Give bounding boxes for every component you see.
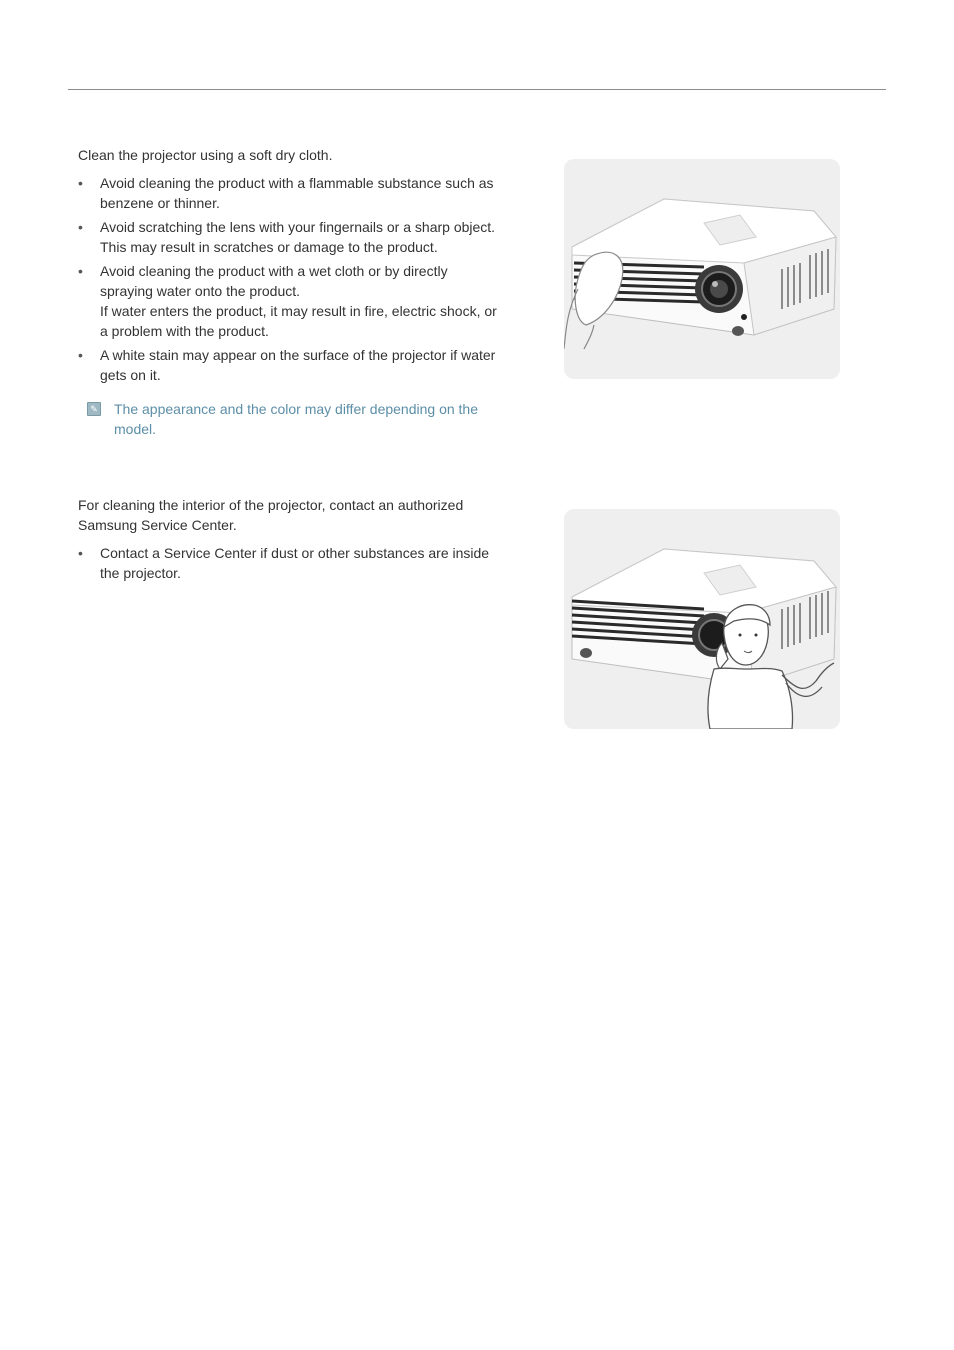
bullet-glyph: • bbox=[78, 263, 83, 279]
service-call-illustration bbox=[564, 509, 840, 729]
bullet-line: Avoid cleaning the product with a flammable substance such as bbox=[100, 175, 494, 191]
bullet-glyph: • bbox=[78, 219, 83, 235]
bullet-line: Avoid scratching the lens with your fingernails or a sharp object. bbox=[100, 219, 496, 235]
header-rule bbox=[68, 89, 886, 90]
bullet-glyph: • bbox=[78, 347, 83, 363]
bullet-line: A white stain may appear on the surface of the projector if water bbox=[100, 347, 496, 363]
bullet-line: This may result in scratches or damage to the product. bbox=[100, 239, 438, 255]
interior-cleaning-section bbox=[78, 495, 508, 587]
interior-intro bbox=[78, 495, 508, 535]
list-item bbox=[78, 261, 508, 341]
note-line: model. bbox=[114, 421, 157, 437]
list-item bbox=[78, 217, 508, 257]
bullet-glyph: • bbox=[78, 175, 83, 191]
bullet-line: the projector. bbox=[100, 565, 181, 581]
projector-service-picture bbox=[564, 509, 840, 729]
exterior-intro: Clean the projector using a soft dry cloth. bbox=[78, 147, 333, 163]
interior-bullet-list bbox=[78, 543, 508, 583]
bullet-line: gets on it. bbox=[100, 367, 161, 383]
intro-line: Samsung Service Center. bbox=[78, 517, 237, 533]
projector-cleaning-picture bbox=[564, 159, 840, 379]
bullet-line: a problem with the product. bbox=[100, 323, 269, 339]
pencil-note-icon: ✎ bbox=[87, 402, 101, 416]
exterior-cleaning-section bbox=[78, 145, 508, 439]
bullet-line: Avoid cleaning the product with a wet cloth or by directly bbox=[100, 263, 448, 279]
model-difference-note bbox=[78, 399, 508, 439]
wiping-projector-illustration bbox=[564, 159, 840, 379]
note-line: The appearance and the color may differ depending on the bbox=[114, 401, 478, 417]
list-item bbox=[78, 345, 508, 385]
bullet-line: If water enters the product, it may result in fire, electric shock, or bbox=[100, 303, 497, 319]
list-item bbox=[78, 543, 508, 583]
bullet-line: spraying water onto the product. bbox=[100, 283, 301, 299]
bullet-line: benzene or thinner. bbox=[100, 195, 220, 211]
intro-line: For cleaning the interior of the projector, contact an authorized bbox=[78, 497, 464, 513]
list-item bbox=[78, 173, 508, 213]
bullet-glyph: • bbox=[78, 545, 83, 561]
bullet-line: Contact a Service Center if dust or other substances are inside bbox=[100, 545, 490, 561]
exterior-bullet-list bbox=[78, 173, 508, 385]
